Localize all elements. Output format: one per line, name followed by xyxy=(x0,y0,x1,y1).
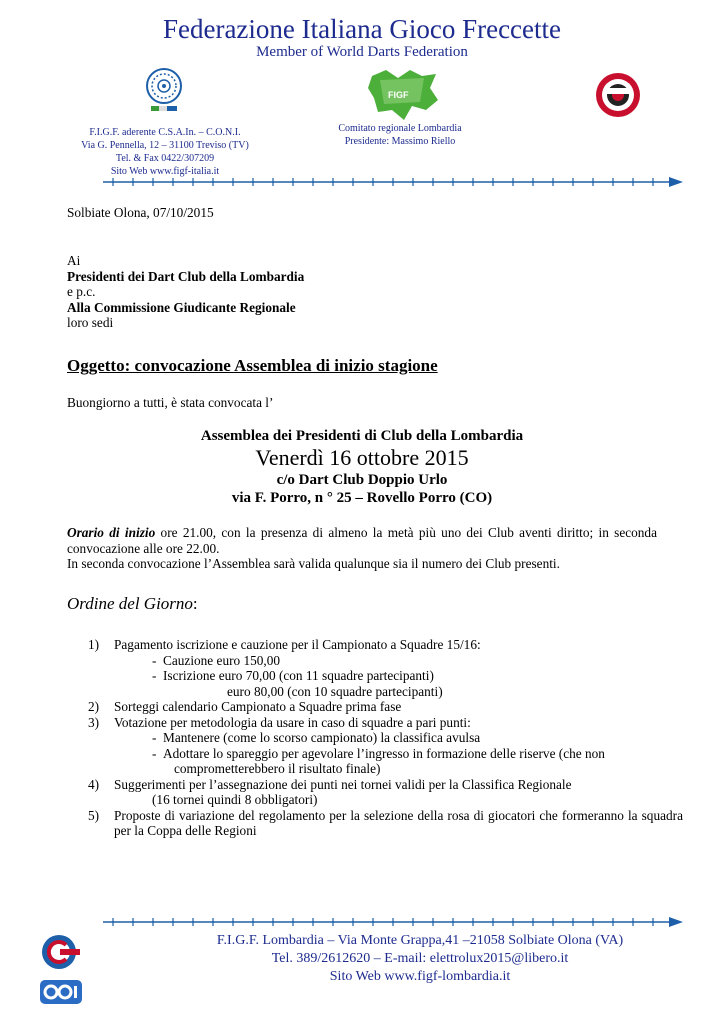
agenda-item-1 xyxy=(88,637,683,653)
regional-committee-block xyxy=(310,122,490,148)
address-line: F.I.G.F. aderente C.S.A.In. – C.O.N.I. xyxy=(89,127,241,138)
agenda-text: Pagamento iscrizione e cauzione per il Campionato a Squadre 15/16: xyxy=(114,637,481,652)
agenda-subitem xyxy=(88,746,683,762)
agenda-number: 3) xyxy=(88,714,100,730)
footer-contact xyxy=(140,932,700,986)
agenda-item-cont: (16 tornei quindi 8 obbligatori) xyxy=(152,792,318,807)
bullet-dash: - xyxy=(152,668,157,683)
footer-contacts: Tel. 389/2612620 – E-mail: elettrolux2015@libero.it xyxy=(271,951,569,966)
csain-logo-icon xyxy=(36,933,82,971)
recipient-prefix: Ai xyxy=(67,253,81,268)
agenda-text: Sorteggi calendario Campionato a Squadre prima fase xyxy=(114,699,402,714)
agenda-item-4 xyxy=(88,777,683,793)
meeting-address: via F. Porro, n ° 25 – Rovello Porro (CO) xyxy=(231,490,493,506)
agenda-subitem xyxy=(88,668,683,684)
schedule-paragraph xyxy=(67,525,657,572)
subitem-text: Iscrizione euro 70,00 (con 11 squadre partecipanti) xyxy=(163,668,434,683)
agenda-subitem xyxy=(88,730,683,746)
subitem-text: Mantenere (come lo scorso campionato) la classifica avulsa xyxy=(163,730,481,745)
meeting-date: Venerdì 16 ottobre 2015 xyxy=(255,445,469,470)
meeting-venue: c/o Dart Club Doppio Urlo xyxy=(276,472,448,488)
schedule-note: In seconda convocazione l’Assemblea sarà valida qualunque sia il numero dei Club presenti. xyxy=(67,556,560,571)
assembly-title: Assemblea dei Presidenti di Club della Lombardia xyxy=(200,428,524,444)
agenda-subitem xyxy=(88,653,683,669)
recipient-primary: Presidenti dei Dart Club della Lombardia xyxy=(67,268,305,284)
agenda-title-colon: : xyxy=(192,594,198,613)
federation-title: Federazione Italiana Gioco Freccette xyxy=(162,14,562,44)
recipients-block xyxy=(67,253,304,331)
agenda-title xyxy=(67,594,198,614)
subitem-text: Cauzione euro 150,00 xyxy=(163,652,281,668)
recipient-closing: loro sedi xyxy=(67,315,114,330)
footer-address: F.I.G.F. Lombardia – Via Monte Grappa,41 –21058 Solbiate Olona (VA) xyxy=(216,933,624,948)
address-line: Sito Web www.figf-italia.it xyxy=(110,166,220,177)
bullet-dash: - xyxy=(152,730,157,745)
schedule-label: Orario di inizio xyxy=(67,525,156,540)
figf-address-block xyxy=(65,126,265,178)
agenda-title-text: Ordine del Giorno xyxy=(67,594,193,613)
agenda-text: Proposte di variazione del regolamento per la selezione della rosa di giocatori che formeranno la squadra per la Coppa delle Regioni xyxy=(114,807,683,838)
agenda-text: Suggerimenti per l’assegnazione dei punti nei tornei validi per la Classifica Regionale xyxy=(114,776,572,792)
meeting-details xyxy=(0,427,724,507)
dartboard-logo-icon xyxy=(139,66,189,116)
wdf-member-badge-icon xyxy=(594,70,642,120)
footer-website: Sito Web www.figf-lombardia.it xyxy=(329,969,511,984)
bullet-dash: - xyxy=(152,745,157,761)
greeting-text: Buongiorno a tutti, è stata convocata l’ xyxy=(67,395,274,410)
letter-subject: Oggetto: convocazione Assemblea di inizio stagione xyxy=(67,356,438,375)
subitem-text: Adottare lo spareggio per agevolare l’ingresso in formazione delle riserve (che non xyxy=(163,745,605,761)
committee-line: Presidente: Massimo Riello xyxy=(344,136,456,147)
agenda-subitem-cont: comprometterebbero il risultato finale) xyxy=(174,761,381,776)
agenda-number: 2) xyxy=(88,699,100,714)
agenda-number: 5) xyxy=(88,807,100,823)
coni-logo-icon xyxy=(40,978,82,1006)
dart-divider-top xyxy=(103,176,683,188)
figf-logo-label: FIGF xyxy=(388,90,409,100)
bullet-dash: - xyxy=(152,652,157,668)
agenda-list xyxy=(88,637,683,839)
agenda-number: 1) xyxy=(88,637,100,652)
federation-subtitle: Member of World Darts Federation xyxy=(256,44,468,60)
letter-date: Solbiate Olona, 07/10/2015 xyxy=(67,205,214,220)
address-line: Via G. Pennella, 12 – 31100 Treviso (TV) xyxy=(81,140,249,151)
cc-label: e p.c. xyxy=(67,284,96,299)
schedule-text: ore 21.00, con la presenza di almeno la metà più uno dei Club aventi diritto; in seconda convocazione alle ore 22.00. xyxy=(67,525,657,556)
agenda-item-3 xyxy=(88,715,683,731)
agenda-item-2 xyxy=(88,699,683,715)
recipient-cc: Alla Commissione Giudicante Regionale xyxy=(67,299,296,315)
agenda-item-5 xyxy=(88,808,683,839)
agenda-text: Votazione per metodologia da usare in caso di squadre a pari punti: xyxy=(114,714,471,730)
agenda-subitem: euro 80,00 (con 10 squadre partecipanti) xyxy=(227,683,443,699)
dart-divider-bottom xyxy=(103,916,683,928)
address-line: Tel. & Fax 0422/307209 xyxy=(115,153,215,164)
agenda-number: 4) xyxy=(88,776,100,792)
committee-line: Comitato regionale Lombardia xyxy=(338,123,462,134)
